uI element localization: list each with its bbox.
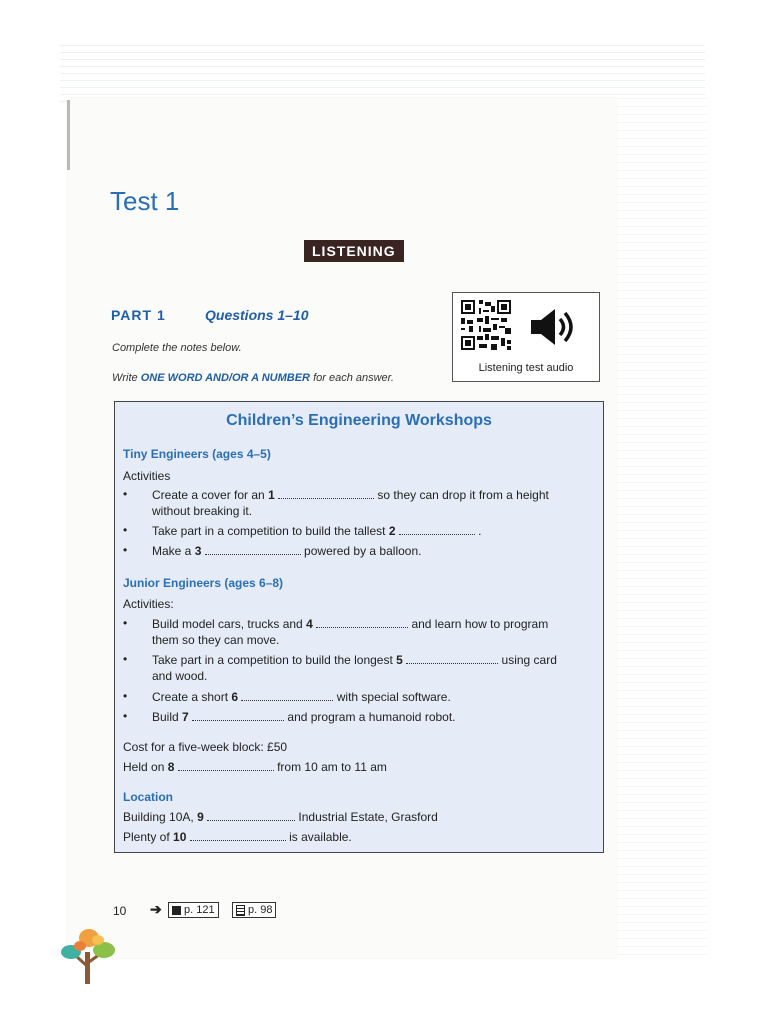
held-line: Held on 8 from 10 am to 11 am xyxy=(123,760,387,774)
answer-key-icon xyxy=(236,905,245,916)
instruction-write: Write ONE WORD AND/OR A NUMBER for each answer. xyxy=(112,372,394,384)
page-number: 10 xyxy=(113,904,127,918)
audio-script-reference[interactable]: p. 121 xyxy=(168,902,219,918)
next-page-edge xyxy=(617,98,707,958)
page-title: Test 1 xyxy=(110,186,180,216)
list-item: • Take part in a competition to build the longest 5 using card and wood. xyxy=(123,652,557,683)
tiny-activities-label: Activities xyxy=(123,469,171,483)
junior-engineers-heading: Junior Engineers (ages 6–8) xyxy=(123,576,284,590)
section-badge: LISTENING xyxy=(304,240,404,262)
arrow-icon: ➔ xyxy=(150,901,162,917)
list-item: • Create a cover for an 1 so they can drop it from a height without breaking it. xyxy=(123,487,549,518)
bullet-icon: • xyxy=(123,709,128,723)
answer-gap[interactable] xyxy=(241,690,333,701)
answer-gap[interactable] xyxy=(406,653,498,664)
notes-box xyxy=(114,401,604,853)
questions-label: Questions 1–10 xyxy=(205,307,309,323)
part-label: PART 1 xyxy=(111,307,166,323)
answer-key-reference[interactable]: p. 98 xyxy=(232,902,276,918)
list-item: • Make a 3 powered by a balloon. xyxy=(123,543,422,558)
audio-script-icon xyxy=(172,906,181,915)
notes-title: Children’s Engineering Workshops xyxy=(226,412,492,429)
audio-label: Listening test audio xyxy=(478,362,574,374)
answer-gap[interactable] xyxy=(207,810,295,821)
location-heading: Location xyxy=(123,790,173,804)
answer-gap[interactable] xyxy=(316,617,408,628)
junior-activities-label: Activities: xyxy=(123,597,174,611)
page-margin-rule xyxy=(67,100,70,170)
audio-box[interactable] xyxy=(452,292,600,382)
bullet-icon: • xyxy=(123,523,128,537)
bullet-icon: • xyxy=(123,652,128,666)
list-item: • Create a short 6 with special software. xyxy=(123,689,451,704)
list-item: • Build 7 and program a humanoid robot. xyxy=(123,709,456,724)
cost-line: Cost for a five-week block: £50 xyxy=(123,740,288,754)
answer-gap[interactable] xyxy=(399,524,475,535)
background-stripes xyxy=(60,45,705,105)
answer-gap[interactable] xyxy=(192,710,284,721)
speaker-icon[interactable] xyxy=(529,305,579,349)
answer-gap[interactable] xyxy=(205,544,301,555)
bullet-icon: • xyxy=(123,616,128,630)
list-item: • Take part in a competition to build the tallest 2 . xyxy=(123,523,482,538)
qr-code-icon[interactable] xyxy=(461,300,511,350)
tree-logo-icon xyxy=(58,926,118,986)
list-item: • Build model cars, trucks and 4 and learn how to program them so they can move. xyxy=(123,616,549,647)
building-line: Building 10A, 9 Industrial Estate, Grasford xyxy=(123,810,438,824)
plenty-line: Plenty of 10 is available. xyxy=(123,830,352,844)
instruction-complete: Complete the notes below. xyxy=(112,342,242,354)
bullet-icon: • xyxy=(123,689,128,703)
bullet-icon: • xyxy=(123,487,128,501)
answer-gap[interactable] xyxy=(178,760,274,771)
tiny-engineers-heading: Tiny Engineers (ages 4–5) xyxy=(123,447,271,461)
answer-gap[interactable] xyxy=(278,488,374,499)
answer-gap[interactable] xyxy=(190,830,286,841)
bullet-icon: • xyxy=(123,543,128,557)
